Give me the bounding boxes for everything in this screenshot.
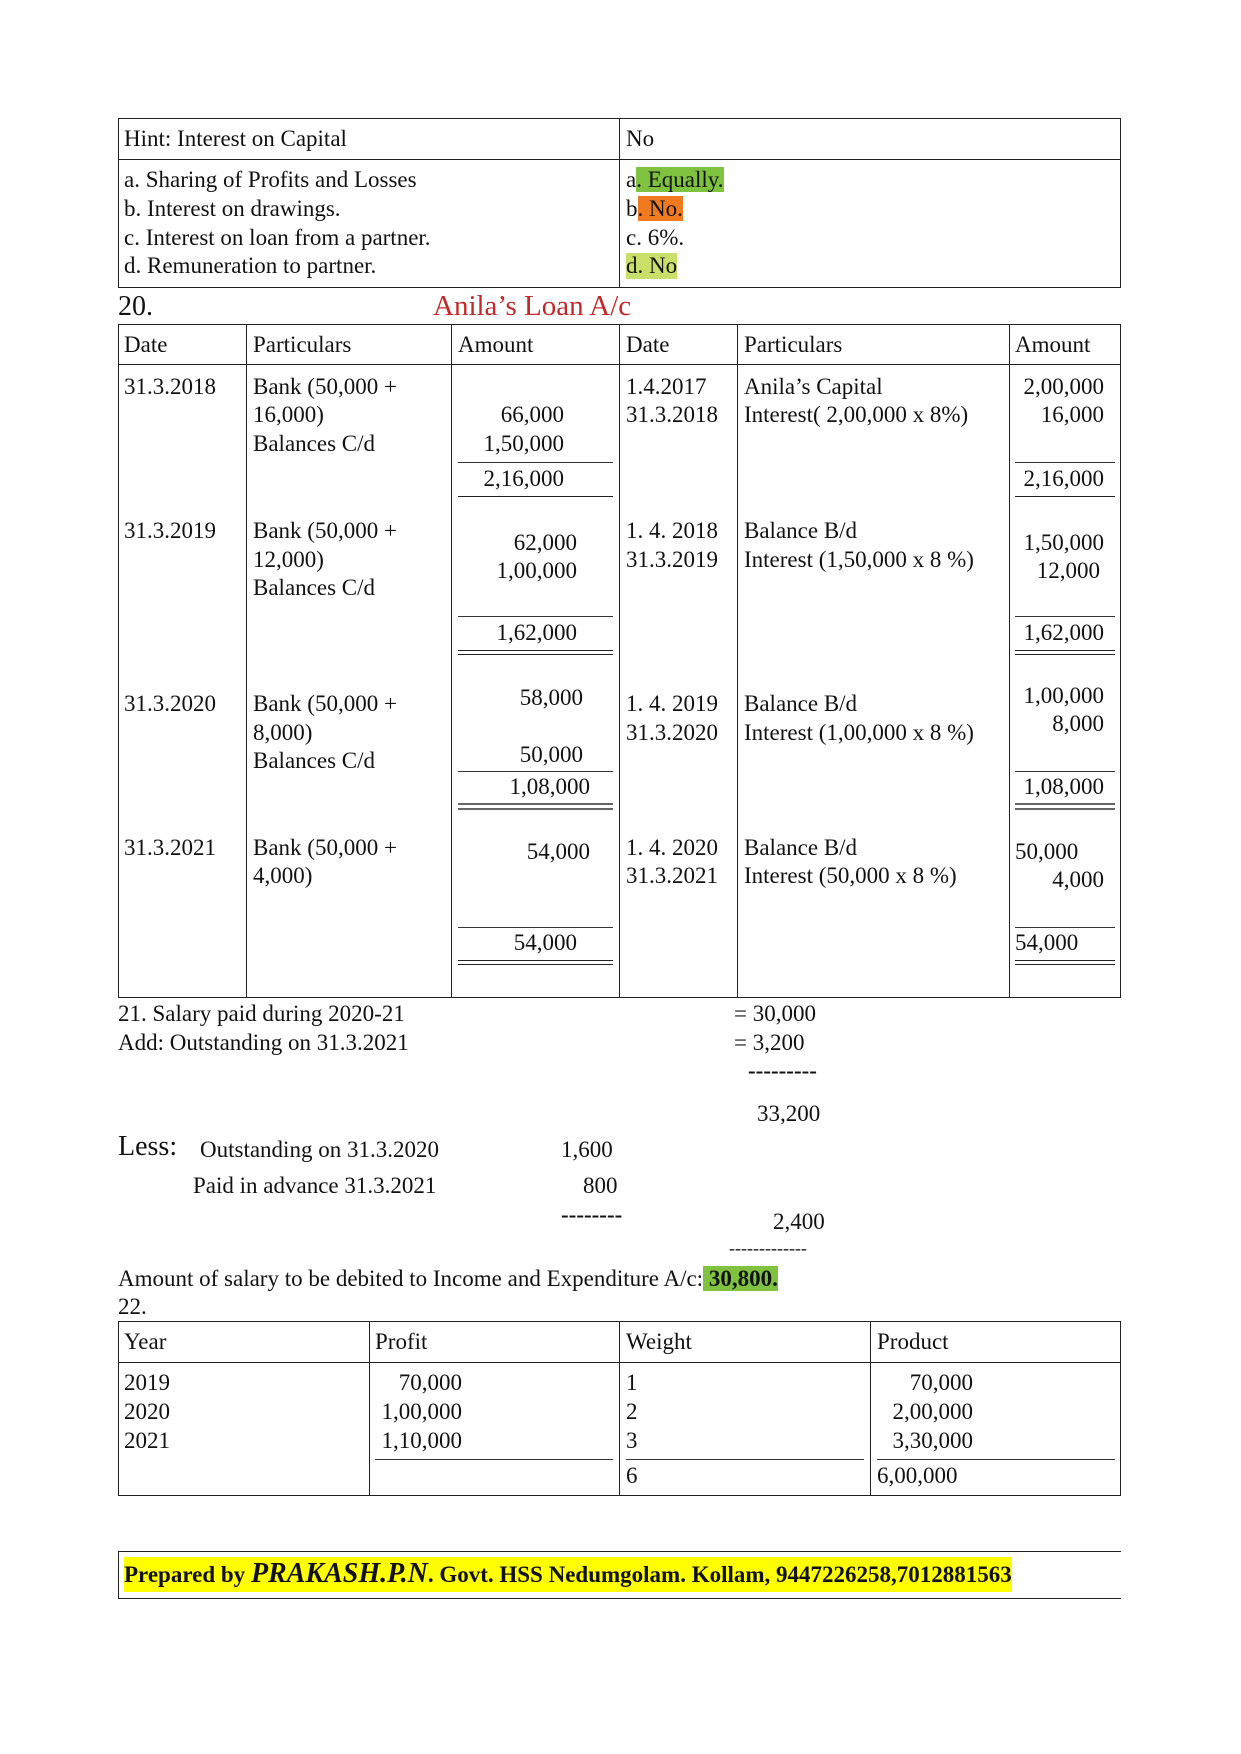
q21-line2-label: Add: Outstanding on 31.3.2021 bbox=[118, 1030, 409, 1055]
hint-left-d: d. Remuneration to partner. bbox=[124, 253, 377, 278]
hint-right-d: d. No bbox=[626, 253, 678, 278]
hint-header-right: No bbox=[626, 126, 655, 151]
dr-part-2021-2: 4,000) bbox=[253, 863, 313, 888]
q21-line2-value: = 3,200 bbox=[734, 1030, 805, 1055]
q21-result-label: Amount of salary to be debited to Income and Expenditure A/c: bbox=[118, 1266, 704, 1291]
q22-profit-2: 1,00,000 bbox=[381, 1399, 462, 1424]
header-amount-dr: Amount bbox=[458, 332, 534, 357]
cr-amt-2020-1: 1,00,000 bbox=[1023, 683, 1104, 708]
cr-part-2020-2: Interest (1,00,000 x 8 %) bbox=[744, 720, 974, 745]
dr-part-2018-3: Balances C/d bbox=[253, 431, 375, 456]
q21-line1-label: 21. Salary paid during 2020-21 bbox=[118, 1001, 405, 1026]
q22-header-weight: Weight bbox=[626, 1329, 692, 1354]
cr-amt-2021-1: 50,000 bbox=[1015, 839, 1079, 864]
hint-right-a: a. Equally. bbox=[626, 167, 724, 192]
cr-amt-2021-2: 4,000 bbox=[1052, 867, 1104, 892]
q21-result bbox=[118, 1266, 778, 1292]
cr-date-2018-2: 31.3.2018 bbox=[626, 402, 718, 427]
cr-part-2019-2: Interest (1,50,000 x 8 %) bbox=[744, 547, 974, 572]
cr-part-2018-2: Interest( 2,00,000 x 8%) bbox=[744, 402, 969, 427]
dr-amt-2018-2: 1,50,000 bbox=[483, 431, 564, 456]
q21-result-value: 30,800. bbox=[703, 1266, 778, 1291]
header-amount-cr: Amount bbox=[1015, 332, 1091, 357]
cr-part-2020-1: Balance B/d bbox=[744, 691, 858, 716]
cr-total-2018: 2,16,000 bbox=[1023, 466, 1104, 491]
dr-total-2020: 1,08,000 bbox=[509, 774, 590, 799]
hint-left-a: a. Sharing of Profits and Losses bbox=[124, 167, 417, 192]
dr-total-2019: 1,62,000 bbox=[496, 620, 577, 645]
cr-part-2021-2: Interest (50,000 x 8 %) bbox=[744, 863, 957, 888]
q20-number: 20. bbox=[118, 291, 153, 322]
cr-date-2019-1: 1. 4. 2018 bbox=[626, 518, 718, 543]
q21-less-total: 2,400 bbox=[773, 1209, 825, 1234]
dr-part-2021-1: Bank (50,000 + bbox=[253, 835, 397, 860]
dr-part-2020-1: Bank (50,000 + bbox=[253, 691, 397, 716]
q22-year-3: 2021 bbox=[124, 1428, 170, 1453]
dr-amt-2018-1: 66,000 bbox=[500, 402, 564, 427]
cr-amt-2018-1: 2,00,000 bbox=[1023, 374, 1104, 399]
hint-right-c: c. 6%. bbox=[626, 225, 685, 250]
q21-less2-label: Paid in advance 31.3.2021 bbox=[193, 1173, 437, 1198]
dr-date-2019: 31.3.2019 bbox=[124, 518, 216, 543]
cr-total-2020: 1,08,000 bbox=[1023, 774, 1104, 799]
q22-product-3: 3,30,000 bbox=[892, 1428, 973, 1453]
q20-title: Anila’s Loan A/c bbox=[433, 290, 632, 322]
cr-amt-2020-2: 8,000 bbox=[1052, 711, 1104, 736]
cr-part-2021-1: Balance B/d bbox=[744, 835, 858, 860]
cr-total-2019: 1,62,000 bbox=[1023, 620, 1104, 645]
cr-date-2021-1: 1. 4. 2020 bbox=[626, 835, 718, 860]
q22-weight-2: 2 bbox=[626, 1399, 638, 1424]
cr-part-2018-1: Anila’s Capital bbox=[744, 374, 883, 399]
hint-header-left: Hint: Interest on Capital bbox=[124, 126, 347, 151]
q22-profit-1: 70,000 bbox=[398, 1370, 462, 1395]
dr-total-2021: 54,000 bbox=[513, 930, 577, 955]
cr-amt-2019-2: 12,000 bbox=[1036, 558, 1100, 583]
dr-part-2020-2: 8,000) bbox=[253, 720, 313, 745]
q22-number: 22. bbox=[118, 1294, 147, 1319]
dr-total-2018: 2,16,000 bbox=[483, 466, 564, 491]
footer-credit: Prepared by PRAKASH.P.N. Govt. HSS Nedumgolam. Kollam, 9447226258,7012881563 bbox=[124, 1557, 1012, 1592]
hint-left-c: c. Interest on loan from a partner. bbox=[124, 225, 431, 250]
q21-line1-value: = 30,000 bbox=[734, 1001, 816, 1026]
q21-dash-3: ------------- bbox=[729, 1238, 807, 1258]
q22-weight-total: 6 bbox=[626, 1463, 638, 1488]
dr-part-2019-3: Balances C/d bbox=[253, 575, 375, 600]
q21-dash-2: -------- bbox=[561, 1202, 623, 1227]
cr-amt-2018-2: 16,000 bbox=[1040, 402, 1104, 427]
q21-subtotal: 33,200 bbox=[757, 1101, 821, 1126]
dr-amt-2020-1: 58,000 bbox=[519, 685, 583, 710]
dr-part-2019-1: Bank (50,000 + bbox=[253, 518, 397, 543]
dr-amt-2019-1: 62,000 bbox=[513, 530, 577, 555]
author-name: PRAKASH.P.N bbox=[250, 1558, 428, 1589]
cr-total-2021: 54,000 bbox=[1015, 930, 1079, 955]
dr-amt-2019-2: 1,00,000 bbox=[496, 558, 577, 583]
header-date-dr: Date bbox=[124, 332, 168, 357]
header-date-cr: Date bbox=[626, 332, 670, 357]
cr-date-2021-2: 31.3.2021 bbox=[626, 863, 718, 888]
q21-less2-value: 800 bbox=[583, 1173, 618, 1198]
dr-amt-2021-1: 54,000 bbox=[526, 839, 590, 864]
q22-product-1: 70,000 bbox=[909, 1370, 973, 1395]
q22-product-2: 2,00,000 bbox=[892, 1399, 973, 1424]
cr-date-2020-2: 31.3.2020 bbox=[626, 720, 718, 745]
header-particulars-cr: Particulars bbox=[744, 332, 843, 357]
dr-part-2018-1: Bank (50,000 + bbox=[253, 374, 397, 399]
q22-profit-3: 1,10,000 bbox=[381, 1428, 462, 1453]
cr-date-2020-1: 1. 4. 2019 bbox=[626, 691, 718, 716]
cr-date-2018-1: 1.4.2017 bbox=[626, 374, 707, 399]
q22-year-1: 2019 bbox=[124, 1370, 170, 1395]
cr-amt-2019-1: 1,50,000 bbox=[1023, 530, 1104, 555]
q22-product-total: 6,00,000 bbox=[877, 1463, 958, 1488]
dr-date-2018: 31.3.2018 bbox=[124, 374, 216, 399]
dr-amt-2020-2: 50,000 bbox=[519, 742, 583, 767]
q21-dash-1: --------- bbox=[748, 1058, 817, 1083]
q21-less1-value: 1,600 bbox=[561, 1137, 613, 1162]
cr-part-2019-1: Balance B/d bbox=[744, 518, 858, 543]
q21-less-word: Less: bbox=[118, 1131, 178, 1162]
dr-part-2018-2: 16,000) bbox=[253, 402, 324, 427]
q22-header-product: Product bbox=[877, 1329, 949, 1354]
q22-weight-1: 1 bbox=[626, 1370, 638, 1395]
dr-date-2021: 31.3.2021 bbox=[124, 835, 216, 860]
dr-date-2020: 31.3.2020 bbox=[124, 691, 216, 716]
dr-part-2019-2: 12,000) bbox=[253, 547, 324, 572]
q22-weight-3: 3 bbox=[626, 1428, 638, 1453]
hint-right-b: b. No. bbox=[626, 196, 683, 221]
cr-date-2019-2: 31.3.2019 bbox=[626, 547, 718, 572]
q22-year-2: 2020 bbox=[124, 1399, 170, 1424]
dr-part-2020-3: Balances C/d bbox=[253, 748, 375, 773]
q22-header-year: Year bbox=[124, 1329, 167, 1354]
q22-header-profit: Profit bbox=[375, 1329, 428, 1354]
q21-less1-label: Outstanding on 31.3.2020 bbox=[200, 1137, 439, 1162]
hint-left-b: b. Interest on drawings. bbox=[124, 196, 341, 221]
header-particulars-dr: Particulars bbox=[253, 332, 352, 357]
